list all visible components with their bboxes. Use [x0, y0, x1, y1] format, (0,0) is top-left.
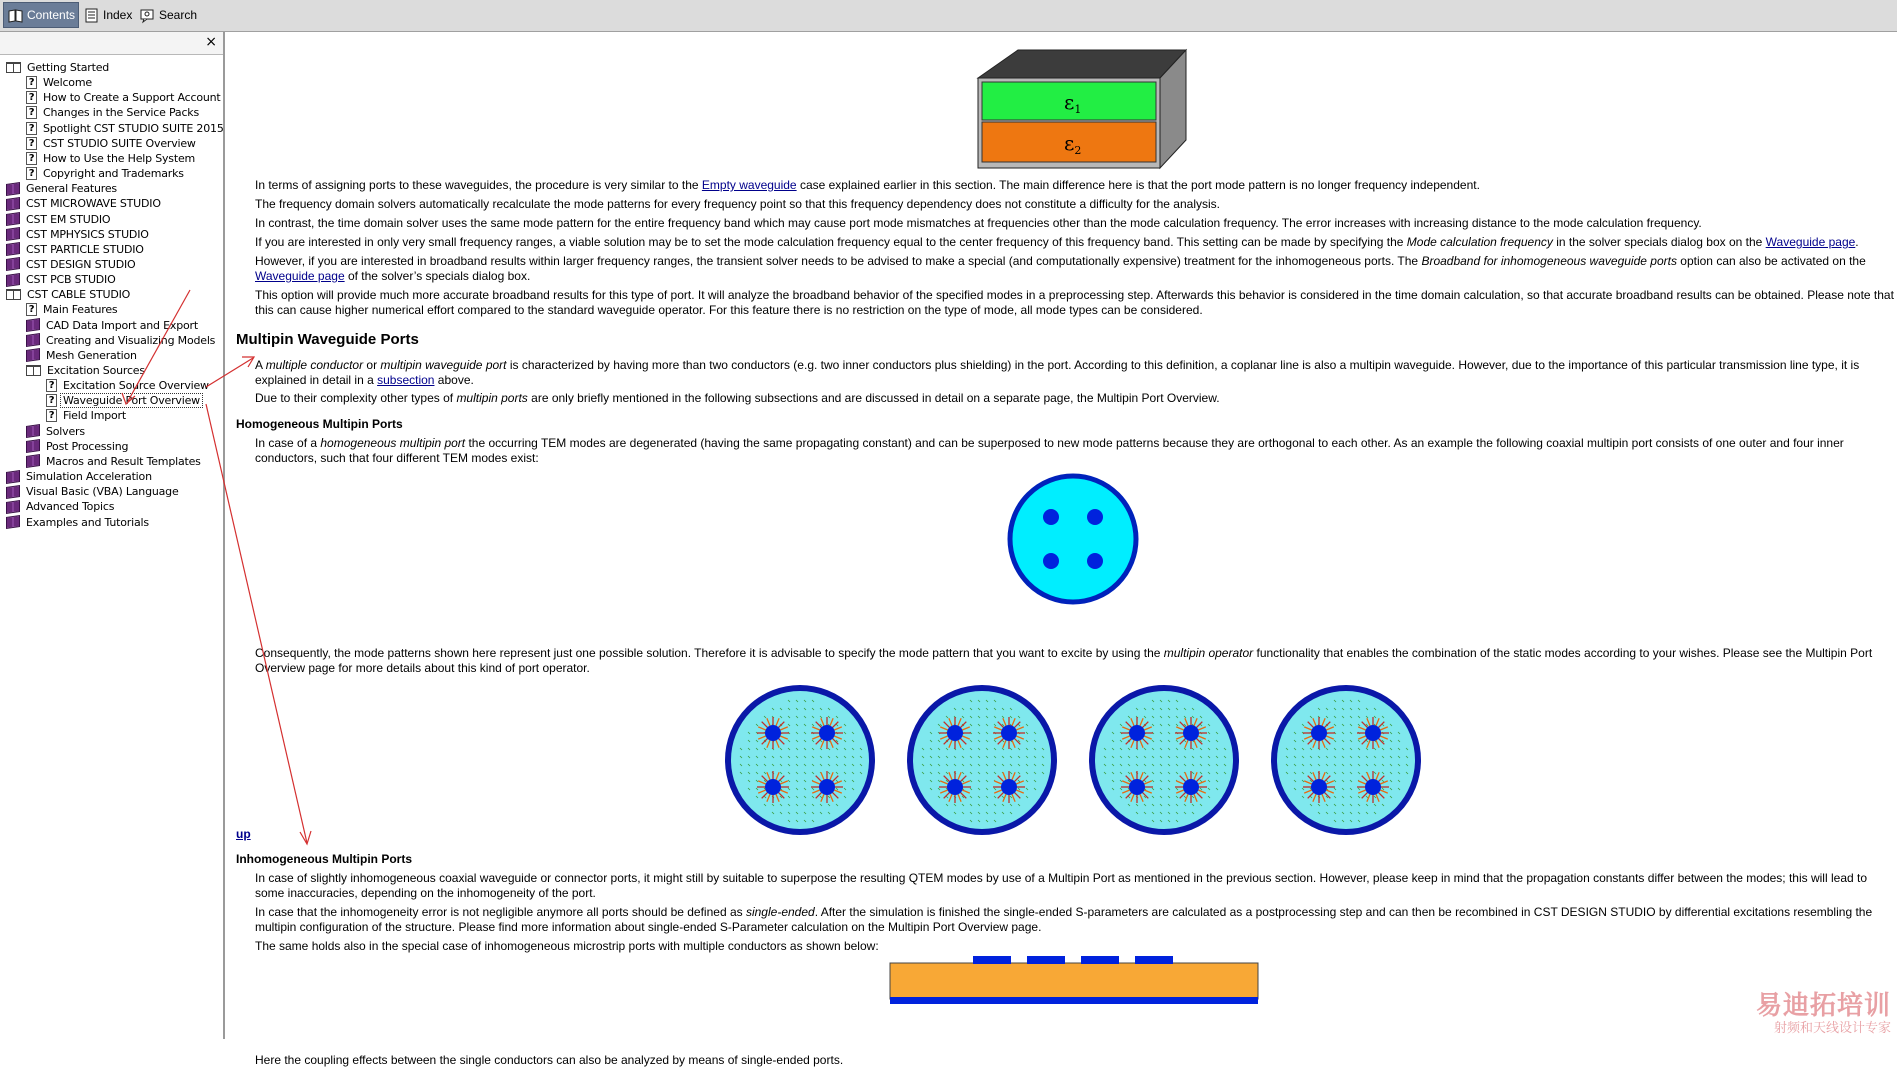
text: case explained earlier in this section. The main difference here is that the port mode pattern is no longer frequency independent. [796, 178, 1480, 192]
emphasis: single-ended [745, 905, 815, 919]
tree-item-label: Changes in the Service Packs [43, 106, 199, 120]
emphasis: Broadband for inhomogeneous waveguide ports [1421, 254, 1677, 268]
tab-label: Index [103, 8, 133, 22]
tree-item-label: CST PARTICLE STUDIO [26, 242, 144, 256]
help-page-icon: ? [26, 167, 37, 180]
help-page-icon: ? [26, 106, 37, 119]
tree-item-label: How to Create a Support Account [43, 91, 221, 105]
text: In case that the inhomogeneity error is not negligible anymore all ports should be defined as [255, 905, 746, 919]
tree-item-label: CST PCB STUDIO [26, 273, 116, 287]
tree-item-label: CST MICROWAVE STUDIO [26, 197, 161, 211]
tree-item-label: CST STUDIO SUITE Overview [43, 136, 196, 150]
help-page-icon: ? [26, 122, 37, 135]
help-page-icon: ? [46, 409, 57, 422]
tree-item-label: CAD Data Import and Export [46, 318, 198, 332]
help-page-icon: ? [46, 379, 57, 392]
tree-item-label: Getting Started [27, 61, 110, 74]
emphasis: multipin waveguide port [380, 358, 507, 372]
text: However, if you are interested in broadband results within larger frequency ranges, the transient solver needs to be advised to make a special (and computationally expensive) treatment for the inhomogeneous ports. The [255, 254, 1422, 268]
annotation-arrow [128, 290, 190, 401]
close-icon[interactable]: × [205, 34, 217, 50]
tree-item-label: Visual Basic (VBA) Language [26, 485, 179, 499]
tree-item-label: Welcome [43, 76, 92, 90]
tree-item-label: Advanced Topics [26, 500, 115, 514]
subheading-homogeneous: Homogeneous Multipin Ports [236, 417, 403, 431]
tree-item-label: Macros and Result Templates [46, 454, 201, 468]
text: In case of a [255, 436, 321, 450]
help-page-icon: ? [26, 76, 37, 89]
paragraph: The frequency domain solvers automatically recalculate the mode patterns for every frequency point so that this frequency dependency does not constitute a difficulty for the analysis. [255, 197, 1220, 211]
tree-item-label: Excitation Sources [47, 364, 145, 377]
tree-item-label: Examples and Tutorials [26, 515, 149, 529]
tree-item-label: Solvers [46, 424, 85, 438]
text: functionality that enables the combination of the static modes according to your wishes. Please see the Multipin Port Overview page for more details about this kind of port operator. [255, 646, 1873, 675]
text: . After the simulation is finished the single-ended S-parameters are calculated as a postprocessing step and can then be recombined in CST DESIGN STUDIO by differential excitations resembling the multipin configuration of the structure. Please find more information about single-ended S-Parameter calculation on the Multipin Port Overview page. [255, 905, 1873, 934]
tree-item-label: How to Use the Help System [43, 151, 196, 165]
tab-label: Contents [27, 8, 76, 22]
tree-item-label: Simulation Acceleration [26, 470, 152, 484]
text: above. [434, 373, 474, 387]
emphasis: homogeneous multipin port [320, 436, 466, 450]
up-link[interactable]: up [236, 827, 251, 841]
arrow-head [122, 393, 135, 404]
waveguide-page-link[interactable]: Waveguide page [255, 269, 345, 283]
text: Due to their complexity other types of [255, 391, 457, 405]
tree-item-label: Creating and Visualizing Models [46, 333, 216, 347]
watermark-title: 易迪拓培训 [1755, 991, 1891, 1021]
emphasis: multipin operator [1163, 646, 1254, 660]
section-heading-multipin: Multipin Waveguide Ports [236, 331, 419, 348]
annotation-arrow [206, 404, 307, 843]
text: option can also be activated on the [1676, 254, 1866, 268]
watermark [1756, 991, 1891, 1037]
epsilon-1-label: $\varepsilon_1$ [1064, 90, 1082, 116]
tree-item-label: General Features [26, 182, 117, 196]
tree-item-label: Spotlight CST STUDIO SUITE 2015 [43, 121, 224, 135]
help-page-icon: ? [26, 91, 37, 104]
tree-item-label: Excitation Source Overview [63, 379, 209, 393]
epsilon-2-label: $\varepsilon_2$ [1064, 131, 1082, 157]
emphasis: Mode calculation frequency [1406, 235, 1553, 249]
help-page-icon: ? [26, 303, 37, 316]
paragraph: In case of slightly inhomogeneous coaxial waveguide or connector ports, it might still by suitable to superpose the resulting QTEM modes by use of a Multipin Port as mentioned in the previous section. However, please keep in mind that the propagation constants differ between the modes; this will lead to some inaccuracies, depending on the inhomogeneity of the port. [255, 871, 1868, 900]
help-page-icon: ? [46, 394, 57, 407]
tree-item-label: CST CABLE STUDIO [27, 288, 131, 302]
help-page-icon: ? [26, 137, 37, 150]
tab-label: Search [159, 8, 198, 22]
text: If you are interested in only very small frequency ranges, a viable solution may be to set the mode calculation frequency equal to the center frequency of this frequency band. This setting can be made by specifying the [255, 235, 1407, 249]
paragraph: The same holds also in the special case of inhomogeneous microstrip ports with multiple conductors as shown below: [255, 939, 879, 953]
paragraph: In contrast, the time domain solver uses the same mode pattern for the entire frequency band which may cause port mode mismatches at frequencies other than the mode calculation frequency. The error increases with increasing distance to the mode calculation frequency. [255, 216, 1702, 230]
text: In terms of assigning ports to these waveguides, the procedure is very similar to the [255, 178, 702, 192]
text: or [363, 358, 381, 372]
text: A [255, 358, 266, 372]
text: the occurring TEM modes are degenerated (having the same propagating constant) and can be superposed to new mode patterns because they are orthogonal to each other. As an example the following coaxial multipin port consists of one outer and four inner conductors, such that four different TEM modes exist: [255, 436, 1844, 465]
tree-item-label: Waveguide Port Overview [63, 394, 200, 408]
tree-item-label: Mesh Generation [46, 348, 137, 362]
waveguide-page-link[interactable]: Waveguide page [1765, 235, 1856, 249]
text: is characterized by having more than two conductors (e.g. two inner conductors plus shielding) in the port. According to this definition, a coplanar line is also a multipin waveguide. However, due to the importance of this particular transmission line type, it is explained in detail in a [255, 358, 1860, 387]
emphasis: multiple conductor [265, 358, 364, 372]
tree-item-label: Post Processing [46, 439, 129, 453]
subsection-link[interactable]: subsection [377, 373, 435, 387]
text: of the solver’s specials dialog box. [344, 269, 531, 283]
empty-waveguide-link[interactable]: Empty waveguide [701, 178, 797, 192]
annotation-arrow [206, 358, 253, 387]
text: are only briefly mentioned in the following subsections and are discussed in detail on a separate page, the Multipin Port Overview. [527, 391, 1220, 405]
tree-item-label: CST DESIGN STUDIO [26, 257, 136, 271]
watermark-subtitle: 射频和天线设计专家 [1773, 1021, 1891, 1036]
text: Consequently, the mode patterns shown here represent just one possible solution. Therefore it is advisable to specify the mode pattern that you want to excite by using the [255, 646, 1164, 660]
tree-item-label: Main Features [43, 303, 118, 317]
text: in the solver specials dialog box on the [1552, 235, 1766, 249]
subheading-inhomogeneous: Inhomogeneous Multipin Ports [236, 852, 412, 866]
tree-item-label: Copyright and Trademarks [43, 167, 184, 181]
tree-item-label: CST MPHYSICS STUDIO [26, 227, 149, 241]
tree-item-label: Field Import [63, 409, 126, 423]
paragraph: This option will provide much more accurate broadband results for this type of port. It will analyze the broadband behavior of the specified modes in a preprocessing step. Afterwards this behavior is considered in the time domain calculation, so that accurate broadband results can be obtained. Please note that this can cause higher numerical effort compared to the standard waveguide operator. For this feature there is no restriction on the type of mode, all mode types can be considered. [255, 288, 1894, 317]
emphasis: multipin ports [456, 391, 528, 405]
help-page-icon: ? [26, 152, 37, 165]
paragraph: Here the coupling effects between the single conductors can also be analyzed by means of single-ended ports. [255, 1053, 844, 1067]
tree-item-label: CST EM STUDIO [26, 212, 111, 226]
text: . [1855, 235, 1859, 249]
